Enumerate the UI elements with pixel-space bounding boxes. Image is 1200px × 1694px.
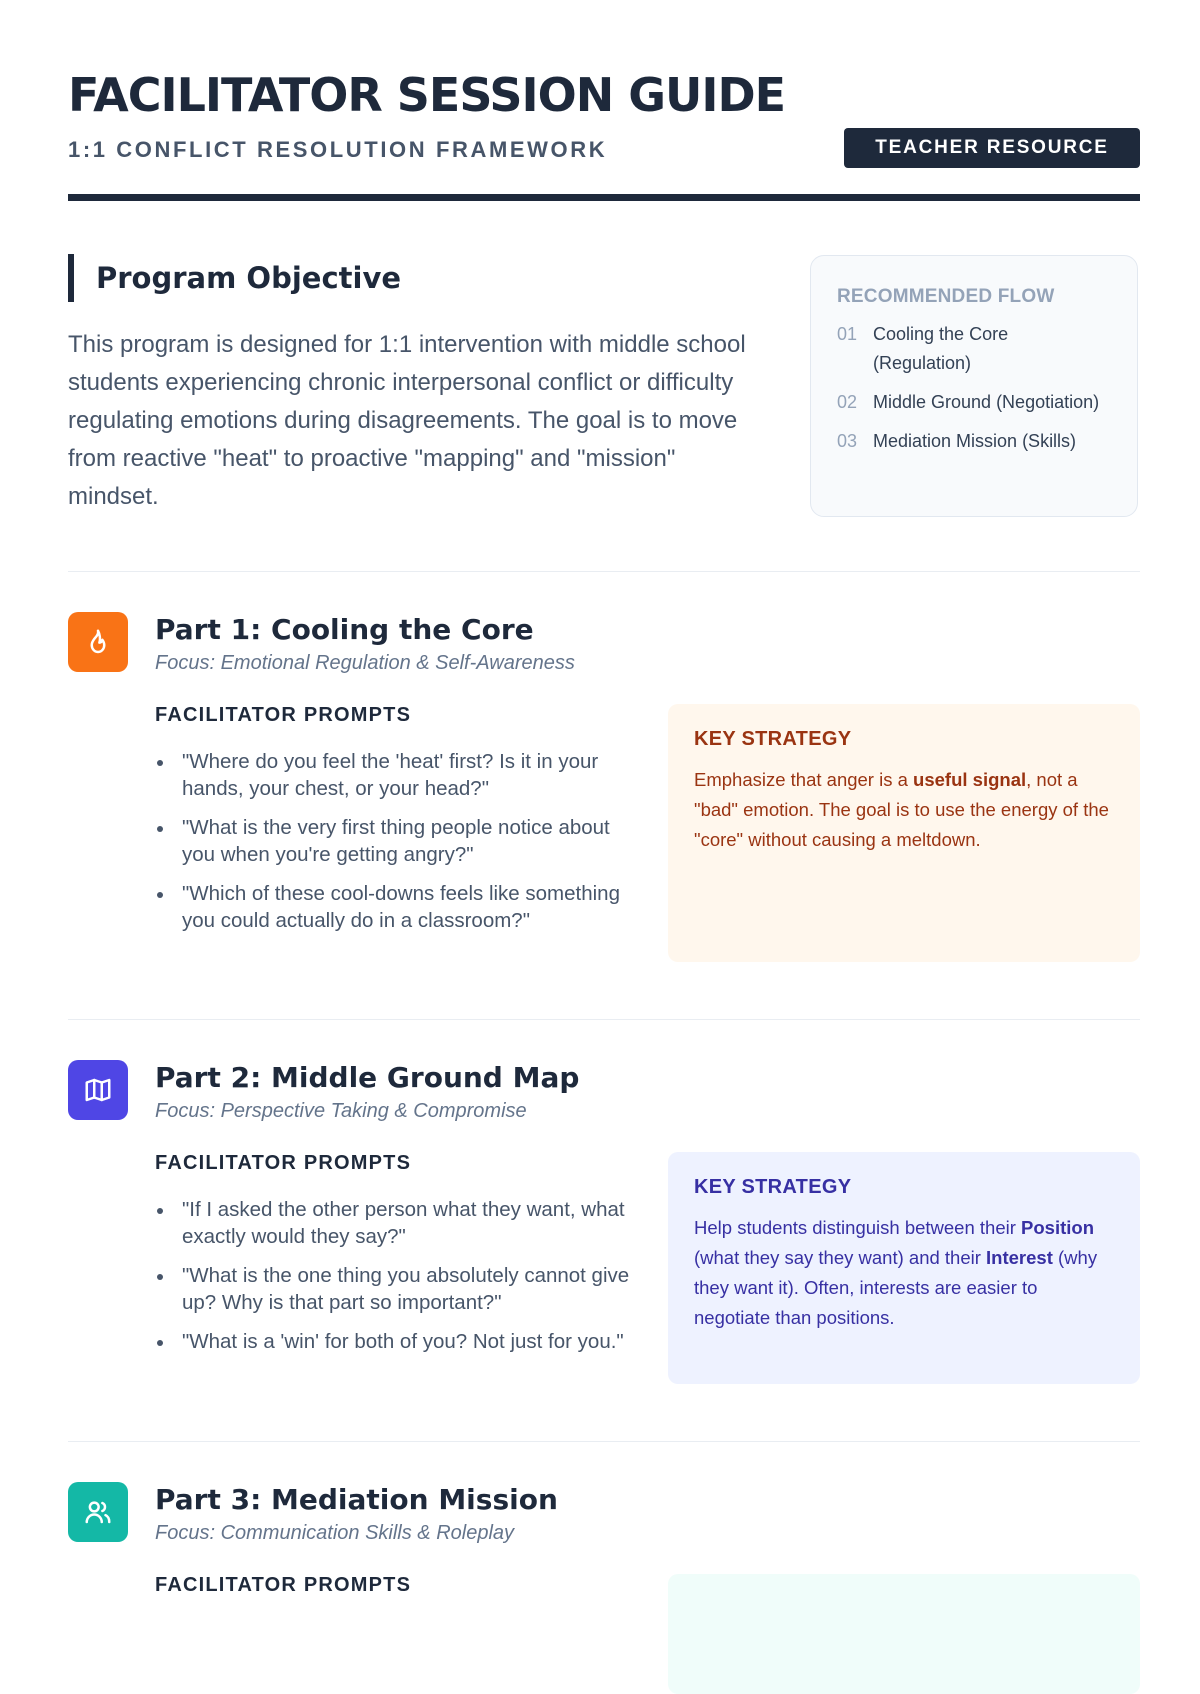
facilitator-prompts-label: FACILITATOR PROMPTS — [155, 1574, 412, 1596]
facilitator-prompts-label: FACILITATOR PROMPTS — [155, 1152, 412, 1174]
key-strategy-label: KEY STRATEGY — [694, 1176, 852, 1198]
strategy-emphasis: useful signal — [913, 769, 1027, 790]
flow-item — [837, 427, 1111, 456]
document-subtitle: 1:1 CONFLICT RESOLUTION FRAMEWORK — [68, 137, 608, 162]
part-2-focus: Focus: Perspective Taking & Compromise — [155, 1100, 527, 1122]
objective-heading: Program Objective — [68, 254, 401, 302]
prompt-item: "Which of these cool-downs feels like something you could actually do in a classroom?" — [155, 880, 635, 934]
part-1-prompts — [155, 748, 635, 946]
flow-number: 02 — [837, 392, 858, 412]
header-rule — [68, 194, 1140, 201]
part-3-focus: Focus: Communication Skills & Roleplay — [155, 1522, 515, 1544]
strategy-text-part: Emphasize that anger is a — [694, 769, 914, 790]
part-1-strategy-text — [694, 765, 1114, 855]
flow-number: 03 — [837, 431, 858, 451]
prompt-item: "If I asked the other person what they want, what exactly would they say?" — [155, 1196, 635, 1250]
part-2-strategy-box — [668, 1152, 1140, 1384]
users-icon — [83, 1497, 113, 1527]
part-1-icon-tile — [68, 612, 128, 672]
prompt-item: "What is a 'win' for both of you? Not just for you." — [155, 1328, 635, 1355]
strategy-text-part: , not a "bad" emotion. The goal is to use the energy of the "core" without causing a meltdown. — [694, 769, 1109, 850]
part-2-strategy-text — [694, 1213, 1114, 1333]
key-strategy-label: KEY STRATEGY — [694, 728, 852, 750]
flame-icon — [83, 627, 113, 657]
part-1-focus: Focus: Emotional Regulation & Self-Awareness — [155, 652, 575, 674]
flow-title: RECOMMENDED FLOW — [837, 286, 1055, 307]
strategy-emphasis: Position — [1021, 1217, 1095, 1238]
part-2-prompts — [155, 1196, 635, 1367]
flow-item — [837, 320, 1111, 378]
flow-label: Mediation Mission (Skills) — [873, 431, 1077, 451]
document-title: FACILITATOR SESSION GUIDE — [68, 68, 786, 122]
prompt-item: "What is the one thing you absolutely cannot give up? Why is that part so important?" — [155, 1262, 635, 1316]
part-1-title: Part 1: Cooling the Core — [155, 613, 534, 646]
teacher-resource-badge: TEACHER RESOURCE — [844, 128, 1140, 168]
flow-label: Middle Ground (Negotiation) — [873, 392, 1100, 412]
objective-text: This program is designed for 1:1 intervention with middle school students experiencing chronic interpersonal conflict or difficulty regulating emotions during disagreements. The goal is to move from reactive "heat" to proactive "mapping" and "mission" mindset. — [68, 331, 746, 510]
part-2-title: Part 2: Middle Ground Map — [155, 1061, 580, 1094]
prompt-item: "Where do you feel the 'heat' first? Is it in your hands, your chest, or your head?" — [155, 748, 635, 802]
strategy-emphasis: Interest — [986, 1247, 1053, 1268]
part-3-icon-tile — [68, 1482, 128, 1542]
facilitator-prompts-label: FACILITATOR PROMPTS — [155, 704, 412, 726]
section-divider — [68, 571, 1140, 572]
flow-label: Cooling the Core (Regulation) — [873, 324, 1009, 373]
flow-item — [837, 388, 1111, 417]
recommended-flow-card — [810, 255, 1138, 517]
strategy-text-part: (what they say they want) and their — [694, 1247, 987, 1268]
part-2-icon-tile — [68, 1060, 128, 1120]
section-divider — [68, 1441, 1140, 1442]
part-3-strategy-box — [668, 1574, 1140, 1694]
strategy-text-part: Help students distinguish between their — [694, 1217, 1022, 1238]
part-1-strategy-box — [668, 704, 1140, 962]
strategy-text-part: (why they want it). Often, interests are easier to negotiate than positions. — [694, 1247, 1098, 1328]
map-icon — [83, 1075, 113, 1105]
flow-number: 01 — [837, 324, 858, 344]
section-divider — [68, 1019, 1140, 1020]
part-3-title: Part 3: Mediation Mission — [155, 1483, 558, 1516]
prompt-item: "What is the very first thing people notice about you when you're getting angry?" — [155, 814, 635, 868]
